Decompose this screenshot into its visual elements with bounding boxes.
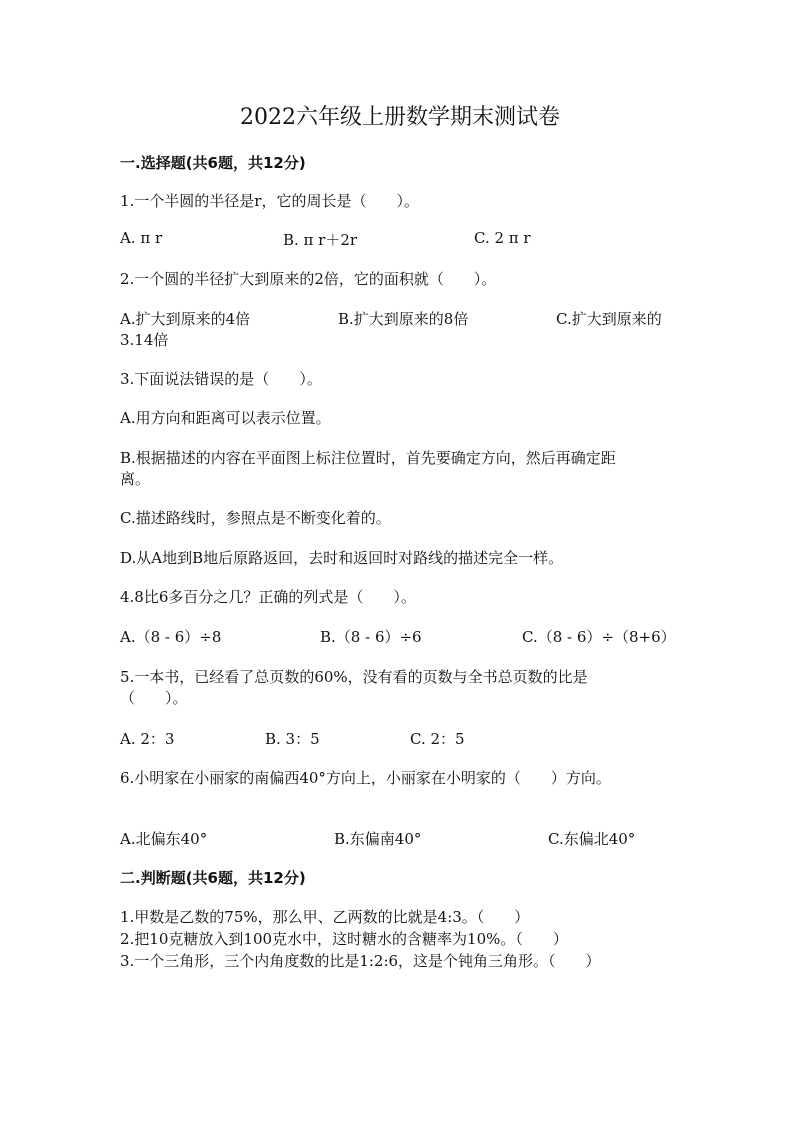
q2-option-c-wrap: 3.14倍: [120, 331, 169, 349]
question-4: 4.8比6多百分之几？正确的列式是（ ）。: [120, 588, 416, 606]
q1-option-a: A. π r: [120, 229, 163, 247]
q3-option-a: A.用方向和距离可以表示位置。: [120, 409, 331, 427]
q1-option-c: C. 2 π r: [474, 229, 531, 247]
question-5-wrap: （ ）。: [120, 689, 188, 707]
section-heading-judgement: 二.判断题(共6题，共12分): [120, 869, 306, 887]
page-title: 2022六年级上册数学期末测试卷: [240, 105, 560, 130]
q2-option-c: C.扩大到原来的: [556, 310, 662, 328]
question-5: 5.一本书，已经看了总页数的60%，没有看的页数与全书总页数的比是: [120, 668, 588, 686]
q6-option-a: A.北偏东40°: [120, 830, 208, 848]
q6-option-c: C.东偏北40°: [548, 830, 636, 848]
question-1: 1.一个半圆的半径是r，它的周长是（ ）。: [120, 192, 419, 210]
q5-option-b: B. 3：5: [265, 730, 320, 748]
q4-option-c: C.（8 - 6）÷（8+6）: [522, 628, 676, 646]
q5-option-a: A. 2：3: [120, 730, 175, 748]
q4-option-b: B.（8 - 6）÷6: [320, 628, 422, 646]
q2-option-b: B.扩大到原来的8倍: [338, 310, 469, 328]
q3-option-d: D.从A地到B地后原路返回，去时和返回时对路线的描述完全一样。: [120, 549, 564, 567]
question-3: 3.下面说法错误的是（ ）。: [120, 370, 322, 388]
q3-option-b-wrap: 离。: [120, 470, 151, 488]
question-6: 6.小明家在小丽家的南偏西40°方向上，小丽家在小明家的（ ）方向。: [120, 769, 611, 787]
q6-option-b: B.东偏南40°: [334, 830, 422, 848]
judgement-item-3: 3.一个三角形，三个内角度数的比是1:2:6，这是个钝角三角形。（ ）: [120, 952, 601, 970]
q3-option-c: C.描述路线时，参照点是不断变化着的。: [120, 509, 391, 527]
q2-option-a: A.扩大到原来的4倍: [120, 310, 251, 328]
q4-option-a: A.（8 - 6）÷8: [120, 628, 222, 646]
question-2: 2.一个圆的半径扩大到原来的2倍，它的面积就（ ）。: [120, 270, 497, 288]
q5-option-c: C. 2：5: [410, 730, 465, 748]
section-heading-choice: 一.选择题(共6题，共12分): [120, 154, 306, 172]
judgement-item-2: 2.把10克糖放入到100克水中，这时糖水的含糖率为10%。（ ）: [120, 930, 568, 948]
judgement-item-1: 1.甲数是乙数的75%，那么甲、乙两数的比就是4:3。（ ）: [120, 908, 530, 926]
q1-option-b: B. π r＋2r: [283, 231, 358, 249]
q3-option-b: B.根据描述的内容在平面图上标注位置时，首先要确定方向，然后再确定距: [120, 449, 616, 467]
